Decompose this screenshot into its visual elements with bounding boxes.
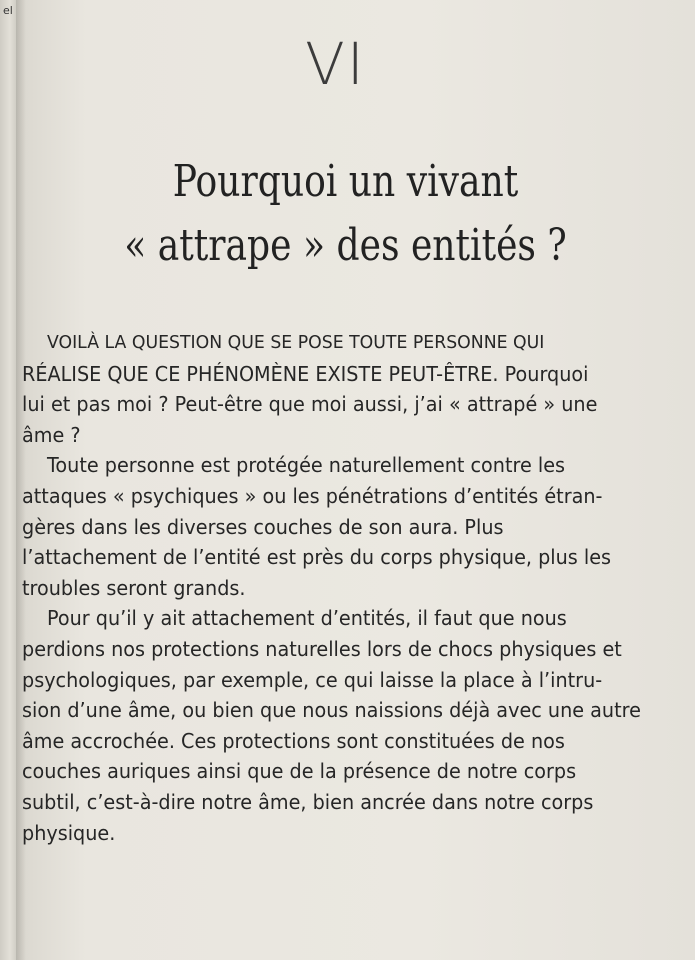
text-line: gères dans les diverses couches de son aura. Plus — [22, 514, 504, 539]
text-line: l’attachement de l’entité est près du corps physique, plus les — [22, 545, 612, 570]
text-line: subtil, c’est-à-dire notre âme, bien ancrée dans notre corps — [22, 789, 594, 814]
text-line: RÉALISE QUE CE PHÉNOMÈNE EXISTE PEUT-ÊTRE. Pourquoi — [22, 361, 589, 386]
text-line: Pour qu’il y ait attachement d’entités, il faut que nous — [46, 606, 567, 631]
chapter-title-line-1: Pourquoi un vivant — [172, 156, 519, 207]
text-line: perdions nos protections naturelles lors de chocs physiques et — [22, 636, 622, 661]
text-line: physique. — [22, 820, 116, 845]
text-line: couches auriques ainsi que de la présence de notre corps — [22, 759, 577, 784]
book-page — [16, 0, 695, 960]
body-text — [22, 328, 650, 848]
text-line: âme ? — [22, 422, 81, 447]
text-line: attaques « psychiques » ou les pénétrations d’entités étran- — [22, 483, 603, 508]
text-line: troubles seront grands. — [22, 575, 246, 600]
text-line: psychologiques, par exemple, ce qui laisse la place à l’intru- — [22, 667, 603, 692]
chapter-title — [59, 150, 632, 278]
chapter-title-line-2: « attrape » des entités ? — [124, 220, 567, 271]
text-line: VOILÀ LA QUESTION QUE SE POSE TOUTE PERSONNE QUI — [46, 332, 545, 353]
text-line: lui et pas moi ? Peut-être que moi aussi, j’ai « attrapé » une — [22, 392, 598, 417]
text-line: âme accrochée. Ces protections sont constituées de nos — [22, 728, 565, 753]
chapter-number: VI — [305, 30, 366, 98]
text-line: sion d’une âme, ou bien que nous naissions déjà avec une autre — [22, 698, 641, 723]
previous-page-text: el — [3, 4, 13, 17]
text-line: Toute personne est protégée naturellement contre les — [46, 453, 566, 478]
